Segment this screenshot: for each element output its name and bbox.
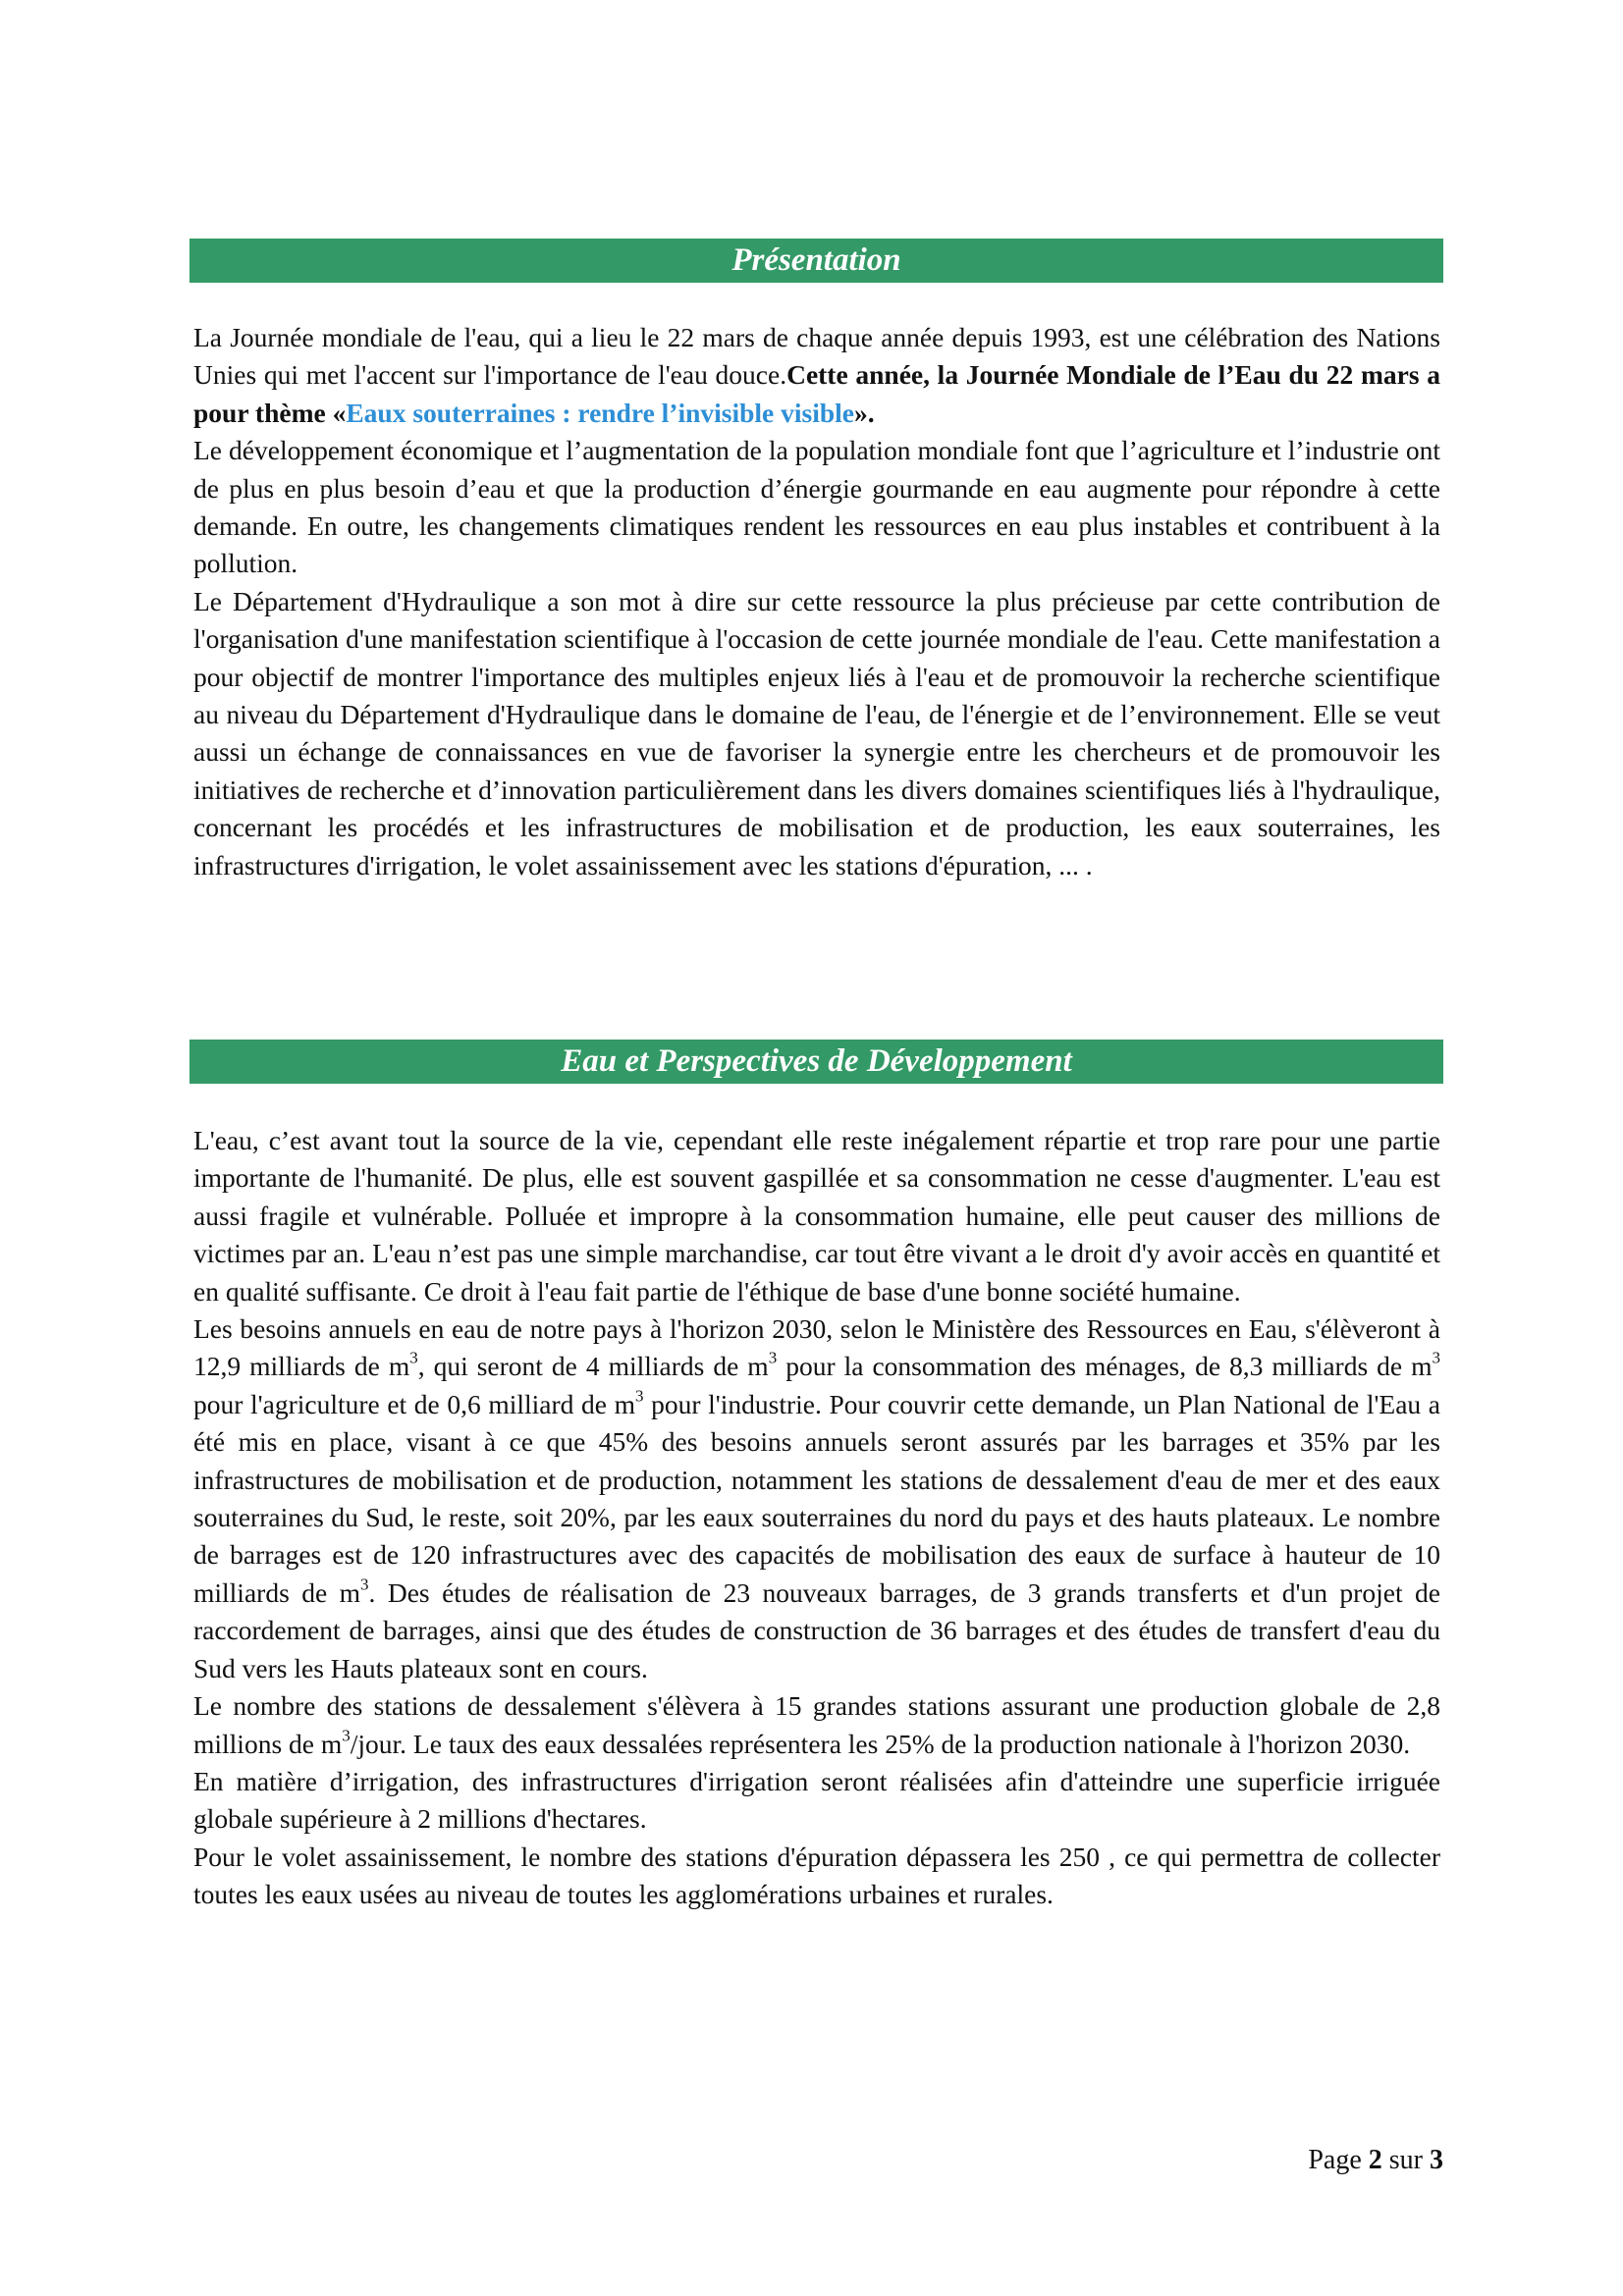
paragraph-text: . Des études de réalisation de 23 nouveaux barrages, de 3 grands transferts et d'un projet de raccordement de barrages, ainsi que des études de construction de 36 barrages et des études de transfert d'eau du Sud vers les Hauts plateaux sont en cours. [193, 1576, 1440, 1683]
theme-intro: Cette année, la Journée Mondiale de l’Eau du 22 mars a pour thème « [193, 359, 1440, 428]
paragraph [193, 1687, 1440, 1763]
superscript: 3 [409, 1349, 418, 1368]
paragraph-text: /jour. Le taux des eaux dessalées représentera les 25% de la production nationale à l'horizon 2030. [350, 1728, 1411, 1759]
superscript: 3 [635, 1386, 644, 1406]
superscript: 3 [342, 1726, 351, 1745]
paragraph-text: Les besoins annuels en eau de notre pays à l'horizon 2030, selon le Ministère des Ressources en Eau, s'élèveront à 12,9 milliards de m [193, 1313, 1440, 1382]
paragraph [193, 1310, 1440, 1687]
paragraph-text: , qui seront de 4 milliards de m [417, 1351, 769, 1382]
current-page: 2 [1368, 2145, 1382, 2175]
sur-word: sur [1388, 2145, 1423, 2175]
page-number [1308, 2142, 1443, 2179]
section-heading-presentation: Présentation [189, 239, 1443, 283]
total-pages: 3 [1430, 2145, 1443, 2175]
superscript: 3 [768, 1349, 778, 1368]
theme-close: ». [854, 397, 875, 428]
paragraph-text: pour l'industrie. Pour couvrir cette demande, un Plan National de l'Eau a été mis en place, visant à ce que 45% des besoins annuels seront assurés par les barrages et 35% par les infrastructures de mobilisation et de production, notamment les stations de dessalement d'eau de mer et des eaux souterraines du Sud, le reste, soit 20%, par les eaux souterraines du nord du pays et des hauts plateaux. Le nombre de barrages est de 120 infrastructures avec des capacités de mobilisation des eaux de surface à hauteur de 10 milliards de m [193, 1388, 1440, 1608]
paragraph-text: pour l'agriculture et de 0,6 milliard de m [193, 1388, 635, 1419]
paragraph: L'eau, c’est avant tout la source de la vie, cependant elle reste inégalement répartie et trop rare pour une partie importante de l'humanité. De plus, elle est souvent gaspillée et sa consommation ne cesse d'augmenter. L'eau est aussi fragile et vulnérable. Polluée et impropre à la consommation humaine, elle peut causer des millions de victimes par an. L'eau n’est pas une simple marchandise, car tout être vivant a le droit d'y avoir accès en quantité et en qualité suffisante. Ce droit à l'eau fait partie de l'éthique de base d'une bonne société humaine. [193, 1125, 1440, 1307]
section-heading-perspectives: Eau et Perspectives de Développement [189, 1040, 1443, 1084]
paragraph [193, 319, 1440, 432]
paragraph: Pour le volet assainissement, le nombre des stations d'épuration dépassera les 250 , ce qui permettra de collecter toutes les eaux usées au niveau de toutes les agglomérations urbaines et rurales. [193, 1841, 1440, 1910]
paragraph-text: Le nombre des stations de dessalement s'élèvera à 15 grandes stations assurant une production globale de 2,8 millions de m [193, 1690, 1440, 1759]
theme-title: Eaux souterraines : rendre l’invisible visible [346, 397, 855, 428]
paragraph: Le Département d'Hydraulique a son mot à dire sur cette ressource la plus précieuse par cette contribution de l'organisation d'une manifestation scientifique à l'occasion de cette journée mondiale de l'eau. Cette manifestation a pour objectif de montrer l'importance des multiples enjeux liés à l'eau et de promouvoir la recherche scientifique au niveau du Département d'Hydraulique dans le domaine de l'eau, de l'énergie et de l’environnement. Elle se veut aussi un échange de connaissances en vue de favoriser la synergie entre les chercheurs et de promouvoir les initiatives de recherche et d’innovation particulièrement dans les divers domaines scientifiques liés à l'hydraulique, concernant les procédés et les infrastructures de mobilisation et de production, les eaux souterraines, les infrastructures d'irrigation, le volet assainissement avec les stations d'épuration, ... . [193, 585, 1440, 881]
section-body-perspectives [193, 1122, 1440, 1914]
paragraph-text: pour la consommation des ménages, de 8,3 milliards de m [777, 1351, 1433, 1382]
paragraph: En matière d’irrigation, des infrastructures d'irrigation seront réalisées afin d'atteindre une superficie irriguée globale supérieure à 2 millions d'hectares. [193, 1765, 1440, 1835]
superscript: 3 [360, 1575, 369, 1594]
paragraph: Le développement économique et l’augmentation de la population mondiale font que l’agriculture et l’industrie ont de plus en plus besoin d’eau et que la production d’énergie gourmande en eau augmente pour répondre à cette demande. En outre, les changements climatiques rendent les ressources en eau plus instables et contribuent à la pollution. [193, 435, 1440, 579]
page-word: Page [1308, 2145, 1362, 2175]
section-body-presentation [193, 319, 1440, 884]
paragraph-text: La Journée mondiale de l'eau, qui a lieu le 22 mars de chaque année depuis 1993, est une célébration des Nations Unies qui met l'accent sur l'importance de l'eau douce. [193, 322, 1440, 391]
superscript: 3 [1432, 1349, 1440, 1368]
